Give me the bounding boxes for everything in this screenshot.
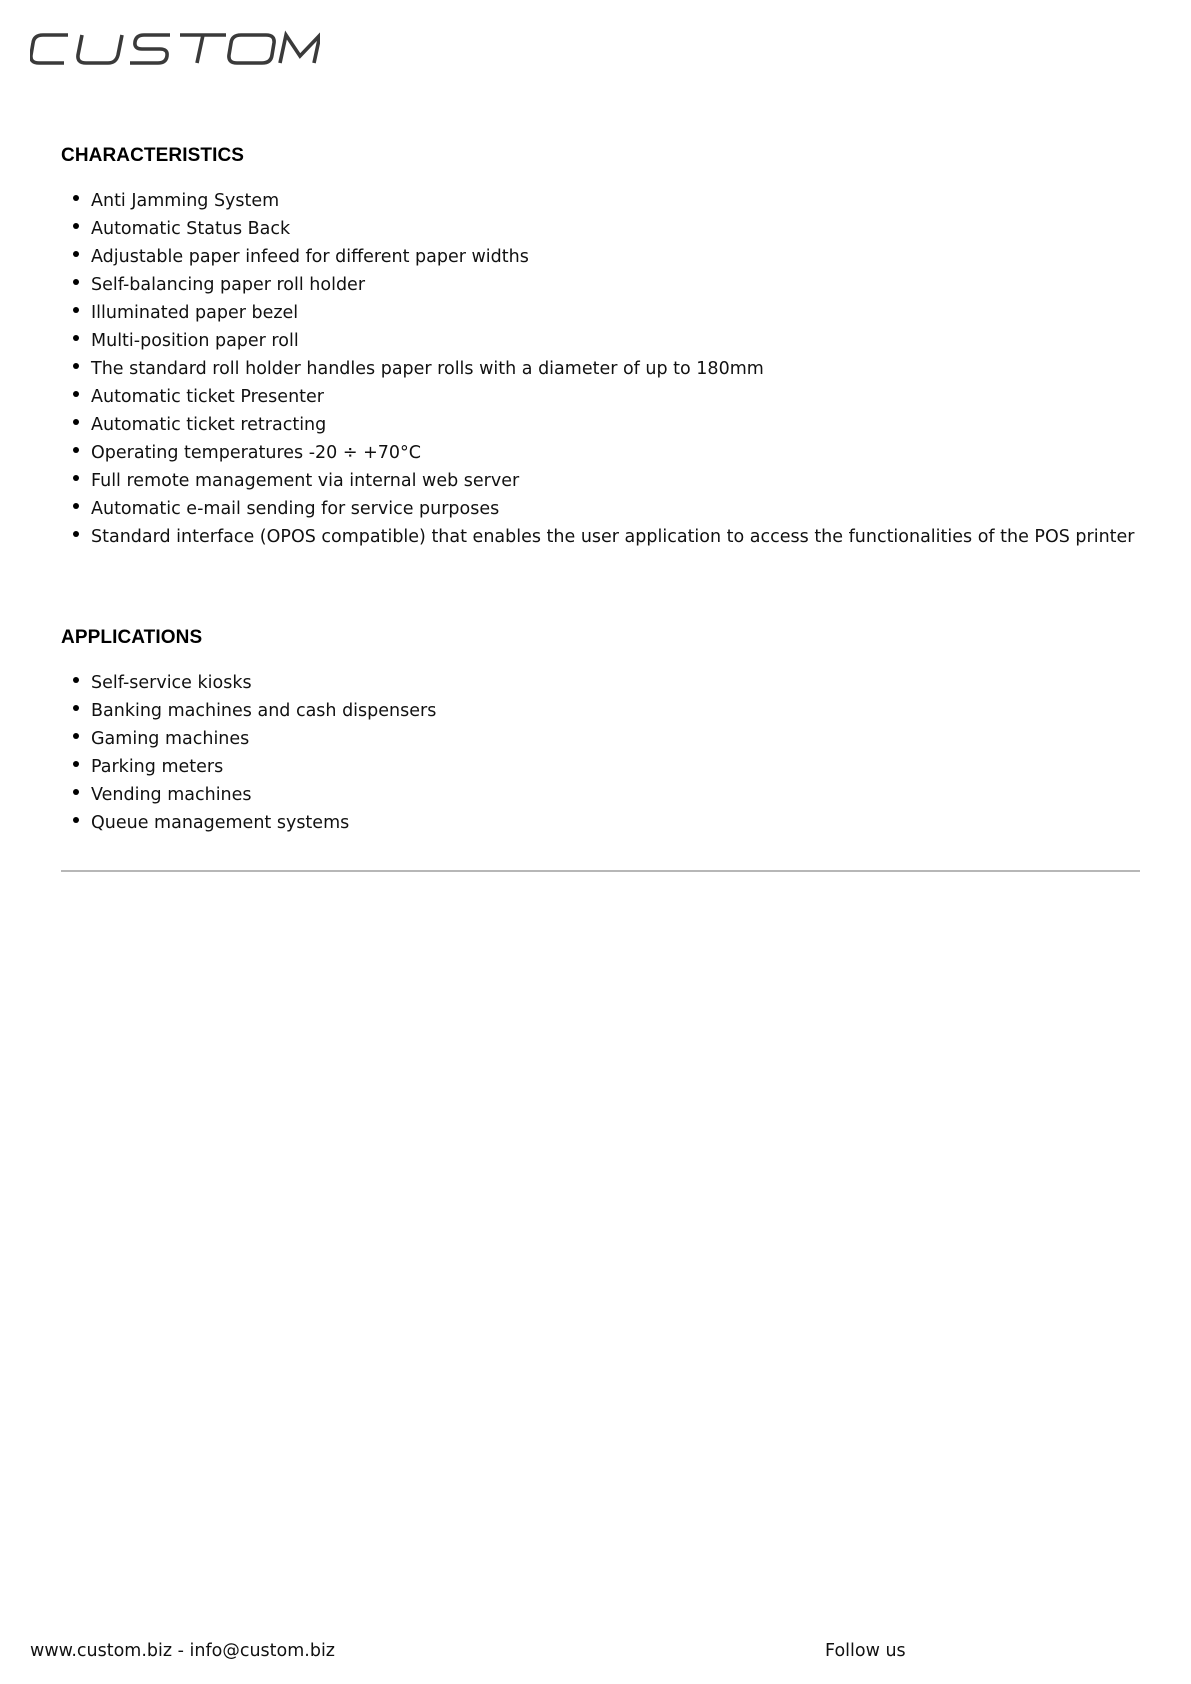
bullet-icon — [73, 817, 79, 823]
bullet-icon — [73, 475, 79, 481]
section-divider — [61, 870, 1140, 872]
list-item-text: Illuminated paper bezel — [91, 303, 299, 323]
list-item — [70, 187, 1135, 215]
list-item-text: The standard roll holder handles paper rolls with a diameter of up to 180mm — [91, 359, 764, 379]
bullet-icon — [73, 677, 79, 683]
list-item-text: Operating temperatures -20 ÷ +70°C — [91, 443, 422, 463]
list-item — [70, 725, 436, 753]
list-item — [70, 243, 1135, 271]
applications-heading: APPLICATIONS — [61, 627, 203, 648]
list-item-text: Automatic Status Back — [91, 219, 291, 239]
list-item-text: Banking machines and cash dispensers — [91, 701, 437, 721]
list-item-text: Gaming machines — [91, 729, 250, 749]
list-item — [70, 271, 1135, 299]
list-item — [70, 467, 1135, 495]
list-item — [70, 781, 436, 809]
list-item-text: Standard interface (OPOS compatible) that enables the user application to access the functionalities of the POS printer — [91, 527, 1135, 547]
custom-logo — [30, 28, 320, 70]
list-item — [70, 299, 1135, 327]
list-item-text: Multi-position paper roll — [91, 331, 299, 351]
list-item — [70, 697, 436, 725]
bullet-icon — [73, 789, 79, 795]
custom-logo-wordmark — [30, 28, 320, 70]
list-item — [70, 215, 1135, 243]
list-item-text: Automatic ticket Presenter — [91, 387, 324, 407]
list-item — [70, 753, 436, 781]
characteristics-heading: CHARACTERISTICS — [61, 145, 245, 166]
list-item — [70, 327, 1135, 355]
list-item — [70, 669, 436, 697]
list-item — [70, 439, 1135, 467]
bullet-icon — [73, 223, 79, 229]
bullet-icon — [73, 733, 79, 739]
bullet-icon — [73, 419, 79, 425]
list-item-text: Automatic e-mail sending for service purposes — [91, 499, 500, 519]
list-item — [70, 495, 1135, 523]
list-item — [70, 411, 1135, 439]
list-item-text: Parking meters — [91, 757, 224, 777]
applications-list — [70, 669, 436, 837]
bullet-icon — [73, 503, 79, 509]
list-item-text: Vending machines — [91, 785, 252, 805]
bullet-icon — [73, 531, 79, 537]
bullet-icon — [73, 761, 79, 767]
list-item-text: Adjustable paper infeed for different paper widths — [91, 247, 529, 267]
list-item-text: Automatic ticket retracting — [91, 415, 327, 435]
footer-follow-us: Follow us — [825, 1641, 906, 1661]
list-item-text: Anti Jamming System — [91, 191, 280, 211]
bullet-icon — [73, 251, 79, 257]
bullet-icon — [73, 307, 79, 313]
bullet-icon — [73, 705, 79, 711]
list-item-text: Queue management systems — [91, 813, 350, 833]
list-item — [70, 523, 1135, 551]
bullet-icon — [73, 195, 79, 201]
bullet-icon — [73, 363, 79, 369]
bullet-icon — [73, 279, 79, 285]
list-item-text: Self-balancing paper roll holder — [91, 275, 366, 295]
list-item — [70, 383, 1135, 411]
bullet-icon — [73, 447, 79, 453]
footer-contact-info: www.custom.biz - info@custom.biz — [30, 1641, 335, 1661]
characteristics-list — [70, 187, 1135, 551]
list-item-text: Self-service kiosks — [91, 673, 252, 693]
list-item — [70, 355, 1135, 383]
list-item — [70, 809, 436, 837]
bullet-icon — [73, 335, 79, 341]
list-item-text: Full remote management via internal web server — [91, 471, 520, 491]
bullet-icon — [73, 391, 79, 397]
